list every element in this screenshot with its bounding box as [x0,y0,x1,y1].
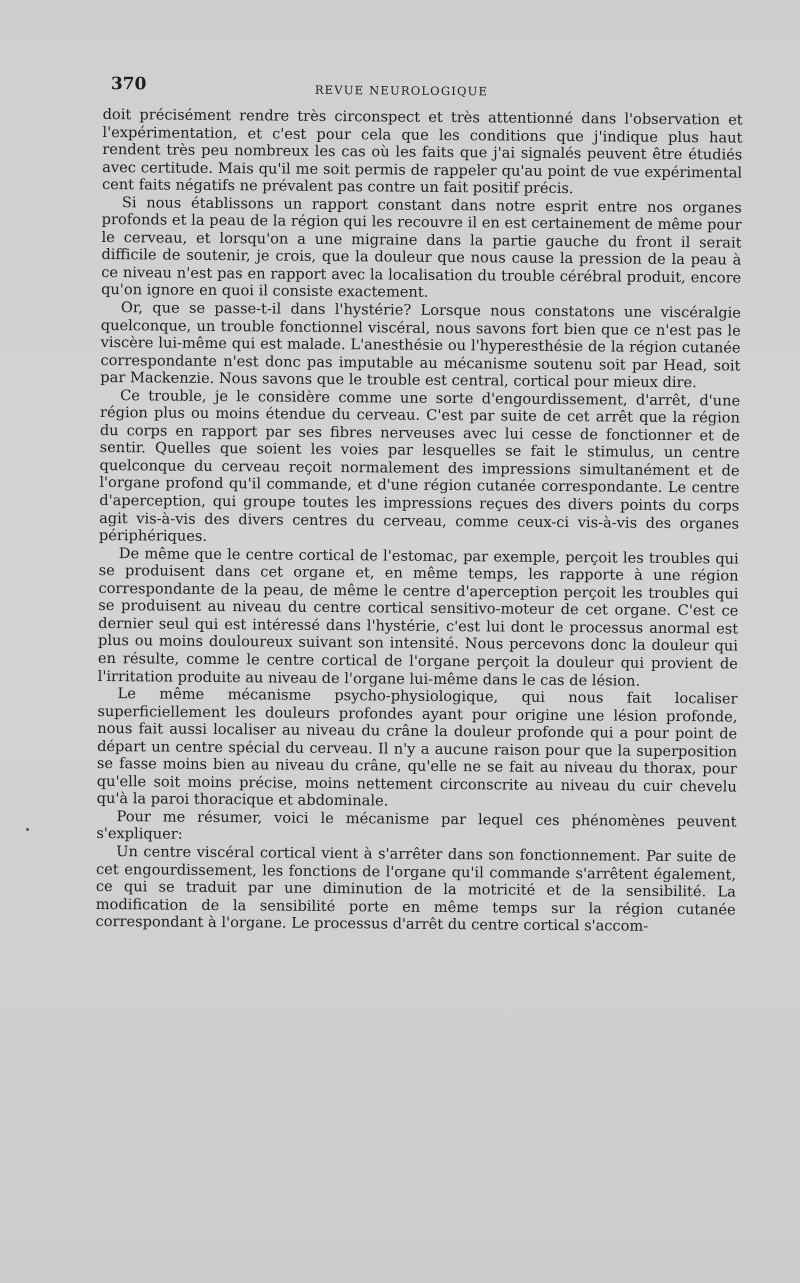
paragraph-4: Ce trouble, je le considère comme une sorte d'engourdissement, d'arrêt, d'une région plus ou moins étendue du cerveau. C'est par suite de cet arrêt que la région du corps en rapport par ses fibres nerveuses avec lui cesse de fonctionner et de sentir. Quelles que soient les voies par lesquelles se fait le stimulus, un centre quelconque du cerveau reçoit normalement des impressions simultanément et de l'organe profond qu'il commande, et d'une région cutanée correspondante. Le centre d'aperception, qui groupe toutes les impressions reçues des divers points du corps agit vis-à-vis des divers centres du cerveau, comme ceux-ci vis-à-vis des organes périphériques. [98,386,741,546]
paragraph-5: De même que le centre cortical de l'estomac, par exemple, perçoit les troubles qui se produisent dans cet organe et, en même temps, les rapporte à une région correspondante de la peau, de même le centre d'aperception perçoit les troubles qui se produisent au niveau du centre cortical sensitivo-moteur de cet organe. C'est ce dernier seul qui est intéressé dans l'hystérie, c'est lui dont le processus anormal est plus ou moins douloureux suivant son intensité. Nous percevons donc la douleur qui en résulte, comme le centre cortical de l'organe perçoit la douleur qui provient de l'irritation produite au niveau de l'organe lui-même dans le cas de lésion. [97,544,739,690]
page-number: 370 [110,74,147,95]
paragraph-8: Un centre viscéral cortical vient à s'arrêter dans son fonctionnement. Par suite de cet engourdissement, les fonctions de l'organe qu'il commande s'arrêtent également, ce qui se traduit par une diminution de la motricité et de la sensibilité. La modification de la sensibilité porte en même temps sur la région cutanée correspondant à l'organe. Le processus d'arrêt du centre cortical s'accom- [95,843,737,935]
paragraph-2: Si nous établissons un rapport constant dans notre esprit entre nos organes profonds et la peau de la région qui les recouvre il en est certainement de même pour le cerveau, et lorsqu'on a une migraine dans la partie gauche du front il serait difficile de soutenir, je crois, que la douleur que nous cause la pression de la peau à ce niveau n'est pas en rapport avec la localisation du trouble cérébral produit, encore qu'on ignore en quoi il consiste exactement. [101,193,742,302]
paragraph-7: Pour me résumer, voici le mécanisme par lequel ces phénomènes peuvent s'expliquer: [96,808,737,844]
body-text [96,106,743,936]
page-header [103,72,743,104]
paragraph-6: Le même mécanisme psycho-physiologique, qui nous fait localiser superficiellement les douleurs profondes ayant pour origine une lésion profonde, nous fait aussi localiser au niveau du crâne la douleur profonde qui a pour point de départ un centre spécial du cerveau. Il n'y a aucune raison pour que la superposition se fasse moins bien au niveau du crâne, qu'elle ne se fait au niveau du thorax, pour qu'elle soit moins précise, moins nettement circonscrite au niveau du cuir chevelu qu'à la paroi thoracique et abdominale. [96,685,738,810]
paragraph-1: doit précisément rendre très circonspect et très attentionné dans l'observation et l'expérimentation, et c'est pour cela que les conditions que j'indique plus haut rendent très peu nombreux les cas où les faits que j'ai signalés peuvent être étudiés avec certitude. Mais qu'il me soit permis de rappeler qu'au point de vue expérimental cent faits négatifs ne prévalent pas contre un fait positif précis. [101,105,743,198]
running-title: REVUE NEUROLOGIQUE [314,82,489,99]
scan-speck [26,828,29,831]
paragraph-3: Or, que se passe-t-il dans l'hystérie? Lorsque nous constatons une viscéralgie quelconque, un trouble fonctionnel viscéral, nous savons fort bien que ce n'est pas le viscère lui-même qui est malade. L'anesthésie ou l'hyperesthésie de la région cutanée correspondante n'est donc pas imputable au mécanisme soutenu soit par Head, soit par Mackenzie. Nous savons que le trouble est central, cortical pour mieux dire. [100,299,741,392]
journal-page [96,72,743,936]
